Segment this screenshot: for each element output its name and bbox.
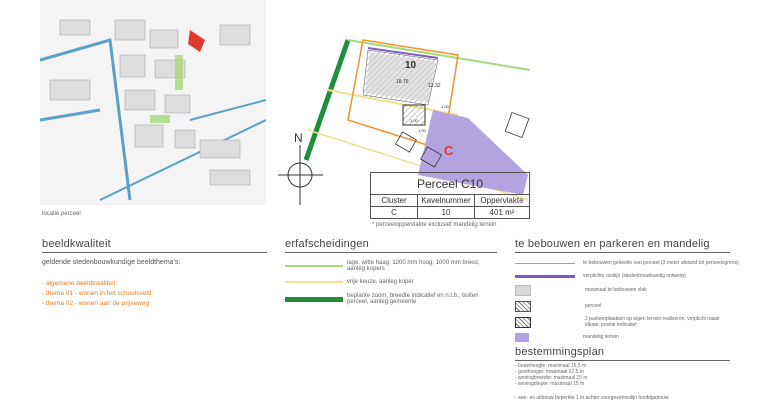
legend-text: lage, witte haag: 1200 mm hoog, 1000 mm breed, aanleg kopers: [347, 260, 480, 272]
legend-text: vrije keuze, aanleg koper: [347, 279, 414, 285]
cluster-letter: C: [444, 143, 454, 158]
erfafscheidingen-title: erfafscheidingen: [285, 238, 369, 250]
legend-swatch: [515, 285, 531, 296]
map-caption: locatie perceel: [42, 211, 81, 217]
list-item: - goothoogte: maximaal 12,5 m: [515, 369, 584, 375]
list-item: - thema 01 - wonen in het schoolsveld: [42, 290, 152, 297]
legend-swatch: [515, 333, 529, 342]
bestemmingsplan-divider: [515, 360, 730, 361]
erfafscheidingen-divider: [285, 252, 497, 253]
legend-text: te bebouwen gedeelte van perceel (3 meter afstand tot perceelsgrens): [583, 260, 739, 266]
dim-small-b: 1.00: [410, 118, 418, 123]
perceel-table: [370, 194, 530, 219]
legend-text: maximaal te bebouwen vlak: [585, 287, 647, 293]
location-map: [40, 0, 266, 205]
legend-row: [515, 270, 750, 282]
dim-width: 18.76: [396, 79, 409, 85]
th-kavelnummer: Kavelnummer: [418, 195, 475, 207]
legend-swatch: [285, 297, 343, 302]
legend-row: [515, 314, 750, 330]
legend-swatch: [515, 275, 575, 278]
perceel-footnote: * perceeloppervlakte exclusief mandelig terrein: [372, 222, 497, 228]
bebouwen-divider: [515, 252, 730, 253]
th-cluster: Cluster: [371, 195, 418, 207]
legend-row: [285, 290, 500, 308]
legend-swatch: [285, 265, 343, 267]
legend-row: [515, 282, 750, 298]
bestemmingsplan-list: [515, 363, 668, 401]
list-item: - woningdiepte: maximaal 15 m: [515, 381, 585, 387]
legend-text: perceel: [585, 303, 602, 309]
list-item: - aan- en uitbouw beperkte 1 m achter voorgevelrooilijn hoofdgebouw: [515, 395, 669, 401]
legend-swatch: [515, 263, 575, 264]
td-cluster: C: [371, 207, 418, 219]
legend-text: mandelig terrein: [583, 334, 619, 340]
td-kavelnummer: 10: [418, 207, 475, 219]
legend-row: [285, 258, 500, 274]
th-oppervlakte: Oppervlakte: [475, 195, 530, 207]
legend-row: [515, 256, 750, 270]
legend-swatch: [515, 317, 531, 328]
beeldthema-list: [42, 279, 151, 309]
erfafscheidingen-legend: [285, 258, 500, 308]
list-item: - thema 02 - wonen aan de prijseweg: [42, 300, 149, 307]
td-oppervlakte: 401 m²: [475, 207, 530, 219]
dim-depth: 12.32: [428, 83, 441, 89]
bestemmingsplan-title: bestemmingsplan: [515, 346, 605, 358]
legend-text: 2 parkeerplaatsen op eigen terrein realiseren, verplicht naast elkaar, positie indicatief: [585, 316, 720, 328]
legend-text: verplichte rooilijn (stedenbouwkundig ontwerp): [583, 273, 686, 279]
list-item: - algemene beeldkwaliteit: [42, 280, 116, 287]
legend-swatch: [285, 281, 343, 283]
list-item: - woningbreedte: maximaal 15 m: [515, 375, 588, 381]
legend-text: beplante zoom, breedte indicatief en n.t.b., buiten perceel, aanleg gemeente: [347, 293, 479, 305]
dim-small-c: 1.00: [418, 128, 426, 133]
legend-row: [285, 276, 500, 288]
bebouwen-title: te bebouwen en parkeren en mandelig: [515, 238, 710, 250]
beeldkwaliteit-intro: geldende stedenbouwkundige beeldthema's:: [42, 259, 181, 266]
legend-swatch: [515, 301, 531, 312]
perceel-title: Perceel C10: [370, 172, 530, 195]
lot-number: 10: [405, 60, 417, 71]
beeldkwaliteit-title: beeldkwaliteit: [42, 238, 111, 250]
bebouwen-legend: [515, 256, 750, 344]
legend-row: [515, 330, 750, 344]
list-item: - bouwhoogte: maximaal 15,5 m: [515, 363, 587, 369]
dim-small-a: 1.00: [441, 104, 449, 109]
beeldkwaliteit-divider: [42, 252, 267, 253]
north-label: N: [294, 131, 303, 145]
legend-row: [515, 298, 750, 314]
